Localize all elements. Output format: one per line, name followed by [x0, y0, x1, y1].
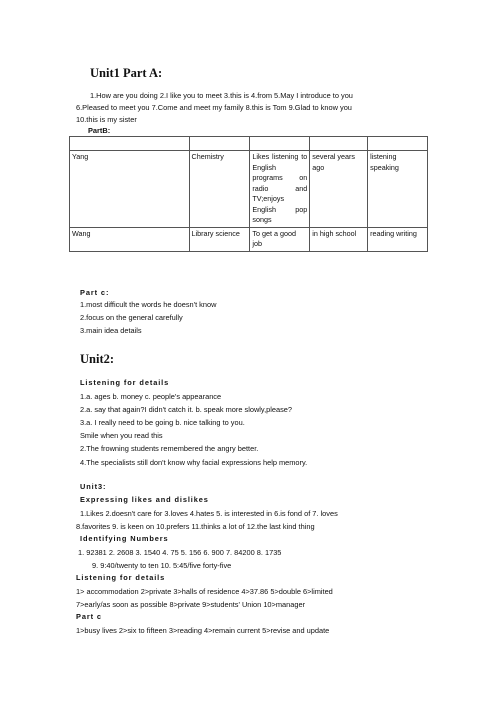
unit3-heading-likes: Expressing likes and dislikes	[80, 495, 209, 504]
unit2-title: Unit2:	[80, 352, 115, 366]
unit2-heading: Listening for details	[80, 378, 170, 387]
unit3-heading-numbers: Identifying Numbers	[80, 534, 169, 543]
unit3-likes-line-2: 8.favorites 9. is keen on 10.prefers 11.thinks a lot of 12.the last kind thing	[76, 522, 315, 531]
unit2-line-4: Smile when you read this	[80, 431, 163, 440]
table-cell-name: Wang	[70, 227, 190, 251]
table-cell	[189, 137, 250, 151]
partc-line-3: 3.main idea details	[80, 326, 142, 335]
table-cell	[368, 137, 428, 151]
table-cell-major: Library science	[189, 227, 250, 251]
unit1-line-1: 1.How are you doing 2.I like you to meet 3.this is 4.from 5.May I introduce to you	[90, 91, 353, 100]
table-cell-skills: reading writing	[368, 227, 428, 251]
unit2-line-3: 3.a. I really need to be going b. nice talking to you.	[80, 418, 245, 427]
table-cell-name: Yang	[70, 151, 190, 228]
table-cell-major: Chemistry	[189, 151, 250, 228]
partc-title: Part c:	[80, 288, 110, 297]
partb-table	[69, 136, 428, 252]
table-cell-when: several years ago	[310, 151, 368, 228]
unit3-partc-title: Part c	[76, 612, 102, 621]
unit1-title: Unit1 Part A:	[90, 66, 163, 80]
unit2-line-5: 2.The frowning students remembered the angry better.	[80, 444, 259, 453]
partc-line-1: 1.most difficult the words he doesn't know	[80, 300, 217, 309]
unit3-title: Unit3:	[80, 482, 107, 491]
table-row	[70, 227, 428, 251]
unit3-details-line-2: 7>early/as soon as possible 8>private 9>students' Union 10>manager	[76, 600, 306, 609]
table-cell-skills: listening speaking	[368, 151, 428, 228]
unit2-line-1: 1.a. ages b. money c. people's appearance	[80, 392, 222, 401]
unit1-line-3: 10.this is my sister	[76, 115, 137, 124]
table-cell	[250, 137, 310, 151]
unit3-numbers-line-2: 9. 9:40/twenty to ten 10. 5:45/five forty-five	[92, 561, 232, 570]
table-cell	[70, 137, 190, 151]
table-cell-when: in high school	[310, 227, 368, 251]
unit3-likes-line-1: 1.Likes 2.doesn't care for 3.loves 4.hates 5. is interested in 6.is fond of 7. loves	[80, 509, 338, 518]
table-cell-reason: To get a good job	[250, 227, 310, 251]
unit2-line-6: 4.The specialists still don't know why facial expressions help memory.	[80, 458, 308, 467]
unit2-line-2: 2.a. say that again?I didn't catch it. b. speak more slowly,please?	[80, 405, 293, 414]
table-cell	[310, 137, 368, 151]
unit1-line-2: 6.Pleased to meet you 7.Come and meet my family 8.this is Tom 9.Glad to know you	[76, 103, 352, 112]
unit3-heading-details: Listening for details	[76, 573, 166, 582]
table-row	[70, 151, 428, 228]
partc-line-2: 2.focus on the general carefully	[80, 313, 183, 322]
unit3-partc-line: 1>busy lives 2>six to fifteen 3>reading 4>remain current 5>revise and update	[76, 626, 330, 635]
table-header-row	[70, 137, 428, 151]
partb-label: PartB:	[88, 126, 111, 135]
table-cell-reason: Likes listening to English programs on radio and TV;enjoys English pop songs	[250, 151, 310, 228]
unit3-numbers-line-1: 1. 92381 2. 2608 3. 1540 4. 75 5. 156 6. 900 7. 84200 8. 1735	[78, 548, 282, 557]
unit3-details-line-1: 1> accommodation 2>private 3>halls of residence 4>37.86 5>double 6>limited	[76, 587, 333, 596]
